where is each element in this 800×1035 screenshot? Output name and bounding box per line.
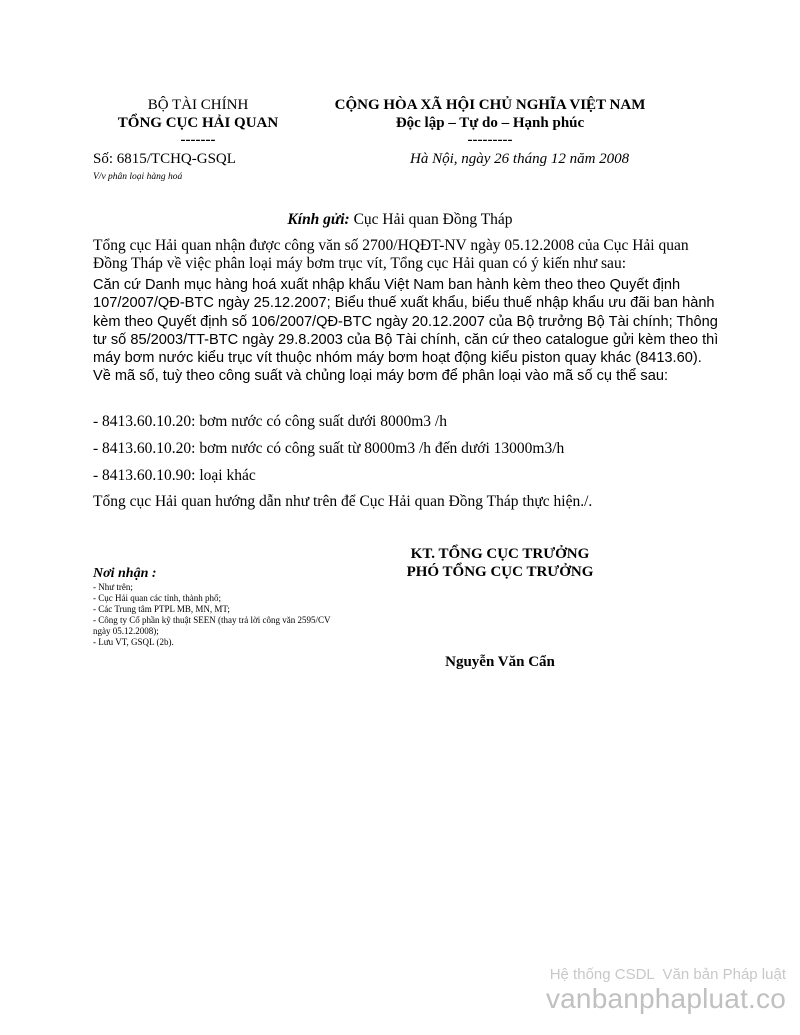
recipients-block [93, 566, 343, 648]
recipients-title: Nơi nhận : [93, 566, 157, 581]
recipient-item: - Lưu VT, GSQL (2b). [93, 637, 174, 647]
addressee-name: Cục Hải quan Đồng Tháp [353, 211, 513, 228]
document-number: Số: 6815/TCHQ-GSQL [93, 151, 236, 167]
ministry-name: BỘ TÀI CHÍNH [147, 97, 249, 113]
list-item-code-1: - 8413.60.10.20: bơm nước có công suất dưới 8000m3 /h [93, 413, 447, 430]
recipient-item: - Cục Hải quan các tỉnh, thành phố; [93, 593, 221, 603]
national-motto: Độc lập – Tự do – Hạnh phúc [395, 115, 585, 131]
recipient-item: - Như trên; [93, 582, 133, 592]
place-and-date: Hà Nội, ngày 26 tháng 12 năm 2008 [410, 151, 630, 167]
watermark-line-1: Hệ thống CSDL Văn bản Pháp luật [549, 966, 786, 983]
document-subject: V/v phân loại hàng hoá [93, 172, 183, 182]
addressee-label: Kính gửi: [287, 211, 350, 228]
signature-title-2: PHÓ TỔNG CỤC TRƯỞNG [406, 564, 594, 580]
signer-name: Nguyễn Văn Cẩn [445, 654, 555, 670]
body-paragraph-closing: Tổng cục Hải quan hướng dẫn như trên để Cục Hải quan Đồng Tháp thực hiện./. [93, 493, 593, 510]
addressee [0, 211, 800, 229]
country-name: CỘNG HÒA XÃ HỘI CHỦ NGHĨA VIỆT NAM [334, 97, 646, 113]
list-item-code-2: - 8413.60.10.20: bơm nước có công suất từ 8000m3 /h đến dưới 13000m3/h [93, 440, 565, 457]
department-name: TỔNG CỤC HẢI QUAN [117, 115, 279, 131]
recipient-item: - Các Trung tâm PTPL MB, MN, MT; [93, 604, 230, 614]
body-paragraph-basis: Căn cứ Danh mục hàng hoá xuất nhập khẩu Việt Nam ban hành kèm theo theo Quyết định 107/2007/QĐ-BTC ngày 25.12.2007; Biểu thuế xuất khẩu, biểu thuế nhập khẩu ưu đãi ban hành kèm theo Quyết định số 106/2007/QĐ-BTC ngày 20.12.2007 của Bộ trưởng Bộ Tài chính; Thông tư số 85/2003/TT-BTC ngày 29.8.2003 của Bộ Tài chính, căn cứ theo catalogue gửi kèm theo thì máy bơm nước kiểu trục vít thuộc nhóm máy bơm hoạt động kiểu piston quay khác (8413.60). Về mã số, tuỳ theo công suất và chủng loại máy bơm để phân loại vào mã số cụ thể sau: [93, 277, 719, 385]
list-item-code-3: - 8413.60.10.90: loại khác [93, 467, 256, 484]
recipients-list [93, 582, 343, 648]
left-divider: ------- [180, 132, 216, 148]
watermark-line-2: vanbanphapluat.co [545, 983, 786, 1014]
right-divider: --------- [467, 132, 513, 148]
signature-title-1: KT. TỔNG CỤC TRƯỞNG [410, 546, 590, 562]
recipient-item: - Công ty Cổ phần kỹ thuật SEEN (thay trả lời công văn 2595/CV ngày 05.12.2008); [93, 615, 331, 636]
body-paragraph-intro: Tổng cục Hải quan nhận được công văn số 2700/HQĐT-NV ngày 05.12.2008 của Cục Hải quan Đồng Tháp về việc phân loại máy bơm trục vít, Tổng cục Hải quan có ý kiến như sau: [93, 237, 689, 273]
